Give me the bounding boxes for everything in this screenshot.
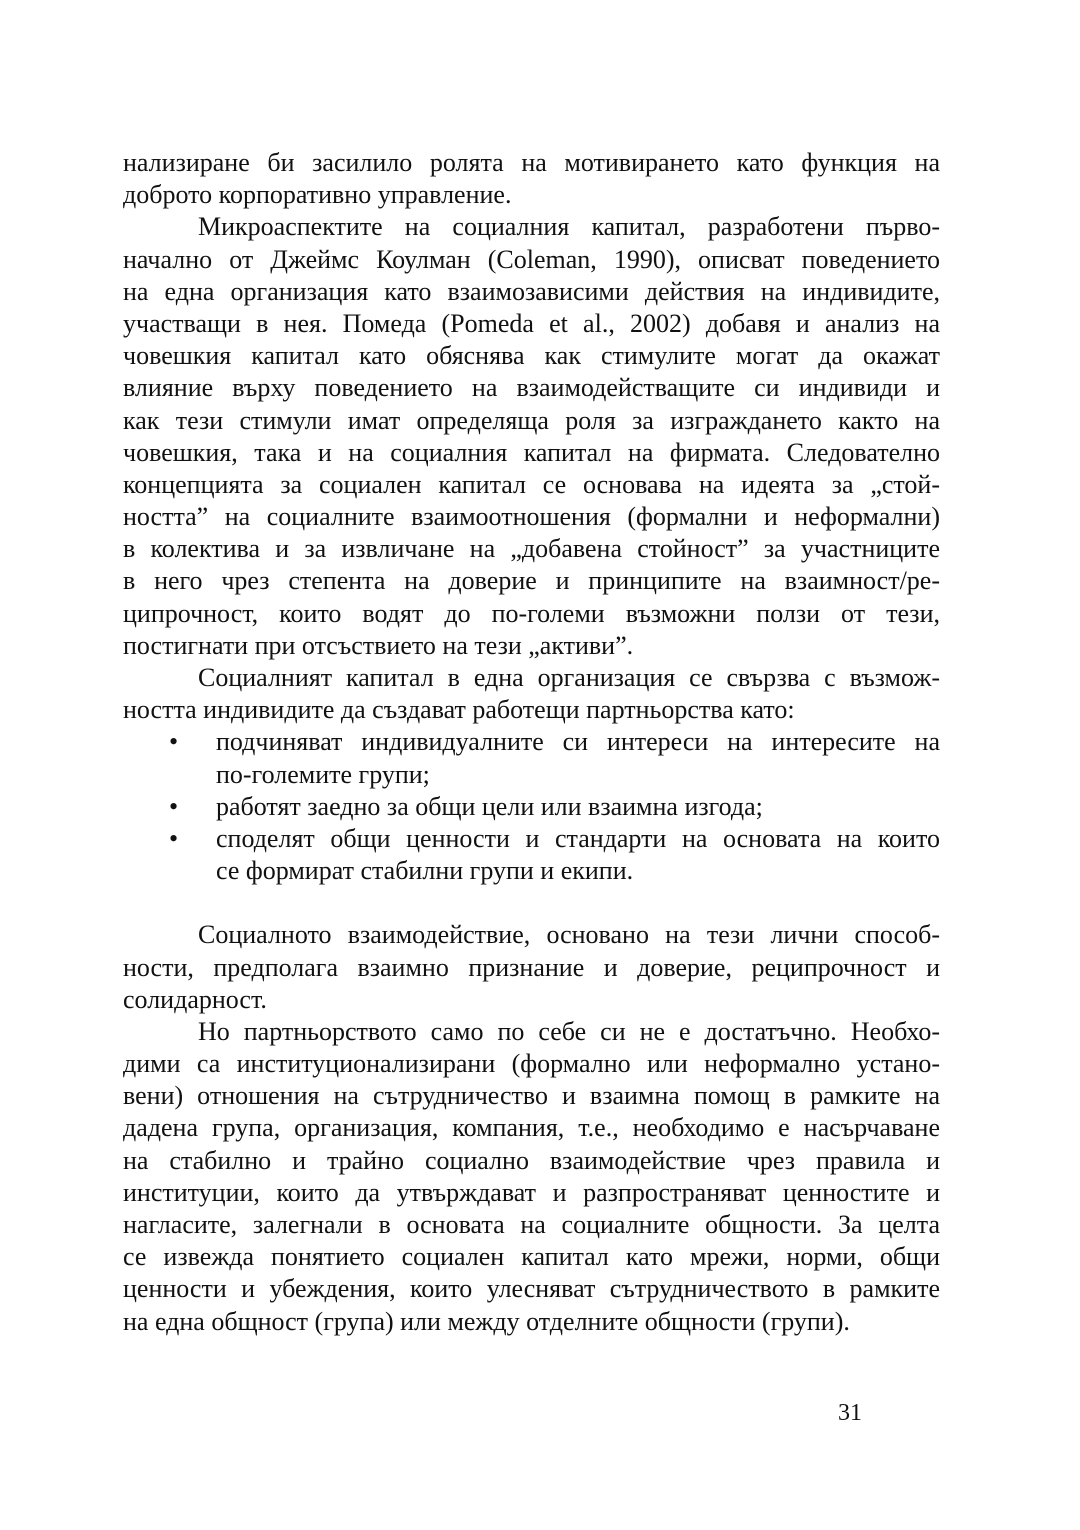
text-line: ността индивидите да създават работещи партньорства като:	[123, 695, 795, 725]
text-line: човешкия, така и на социалния капитал на фирмата. Следователно	[123, 437, 940, 467]
text-line: в него чрез степента на доверие и принципите на взаимност/ре-	[123, 566, 940, 596]
paragraph-gap	[123, 887, 940, 919]
paragraph-1	[123, 147, 940, 211]
paragraph-2	[123, 211, 940, 662]
paragraph-3	[123, 662, 940, 726]
text-line: институции, които да утвърждават и разпространяват ценностите и	[123, 1177, 940, 1207]
text-line: в колектива и за извличане на „добавена стойност” за участниците	[123, 534, 940, 564]
text-line: концепцията за социален капитал се основава на идеята за „стой-	[123, 469, 940, 499]
text-line: на една общност (група) или между отделните общности (групи).	[123, 1306, 850, 1336]
text-line: по-големите групи;	[216, 759, 430, 789]
text-line: ципрочност, които водят до по-големи възможни ползи от тези,	[123, 598, 940, 628]
text-line: участващи в нея. Помеда (Pomeda et al., 2002) добавя и анализ на	[123, 308, 940, 338]
page-number: 31	[838, 1400, 862, 1426]
bullet-icon: •	[169, 791, 179, 821]
text-line: солидарност.	[123, 984, 267, 1014]
text-line: вени) отношения на сътрудничество и взаимна помощ в рамките на	[123, 1081, 940, 1111]
list-item	[123, 726, 940, 790]
text-line: се извежда понятието социален капитал като мрежи, норми, общи	[123, 1242, 940, 1272]
text-line: подчиняват индивидуалните си интереси на интересите на	[216, 727, 940, 757]
text-line: ценности и убеждения, които улесняват сътрудничеството в рамките	[123, 1274, 940, 1304]
text-line: ности, предполага взаимно признание и доверие, реципрочност и	[123, 952, 940, 982]
text-line: Но партньорството само по себе си не е достатъчно. Необхо-	[198, 1016, 940, 1046]
text-line: Социалното взаимодействие, основано на тези лични способ-	[198, 920, 940, 950]
text-line: ността” на социалните взаимоотношения (формални и неформални)	[123, 502, 940, 532]
list-item	[123, 823, 940, 887]
text-line: човешкия капитал като обяснява как стимулите могат да окажат	[123, 341, 940, 371]
text-line: влияние върху поведението на взаимодействащите си индивиди и	[123, 373, 940, 403]
text-line: работят заедно за общи цели или взаимна изгода;	[216, 791, 763, 821]
text-line: доброто корпоративно управление.	[123, 180, 512, 210]
text-line: Микроаспектите на социалния капитал, разработени първо-	[198, 212, 940, 242]
text-line: начално от Джеймс Коулман (Coleman, 1990), описват поведението	[123, 244, 940, 274]
paragraph-4	[123, 919, 940, 1016]
paragraph-5	[123, 1016, 940, 1338]
bullet-icon: •	[169, 823, 179, 853]
bullet-icon: •	[169, 727, 179, 757]
list-item	[123, 791, 940, 823]
text-line: как тези стимули имат определяща роля за изграждането както на	[123, 405, 940, 435]
text-line: нагласите, залегнали в основата на социалните общности. За целта	[123, 1210, 940, 1239]
text-line: дими са институционализирани (формално или неформално устано-	[123, 1049, 940, 1079]
text-line: дадена група, организация, компания, т.е., необходимо е насърчаване	[123, 1113, 940, 1143]
text-line: се формират стабилни групи и екипи.	[216, 856, 634, 886]
bullet-list	[123, 726, 940, 887]
text-line: на стабилно и трайно социално взаимодействие чрез правила и	[123, 1145, 940, 1175]
text-line: постигнати при отсъствието на тези „активи”.	[123, 630, 634, 660]
text-line: Социалният капитал в една организация се свързва с възмож-	[198, 663, 940, 692]
text-line: споделят общи ценности и стандарти на основата на които	[216, 823, 940, 853]
text-line: нализиране би засилило ролята на мотивирането като функция на	[123, 148, 940, 177]
document-body	[123, 147, 940, 1338]
text-line: на една организация като взаимозависими действия на индивидите,	[123, 276, 940, 306]
